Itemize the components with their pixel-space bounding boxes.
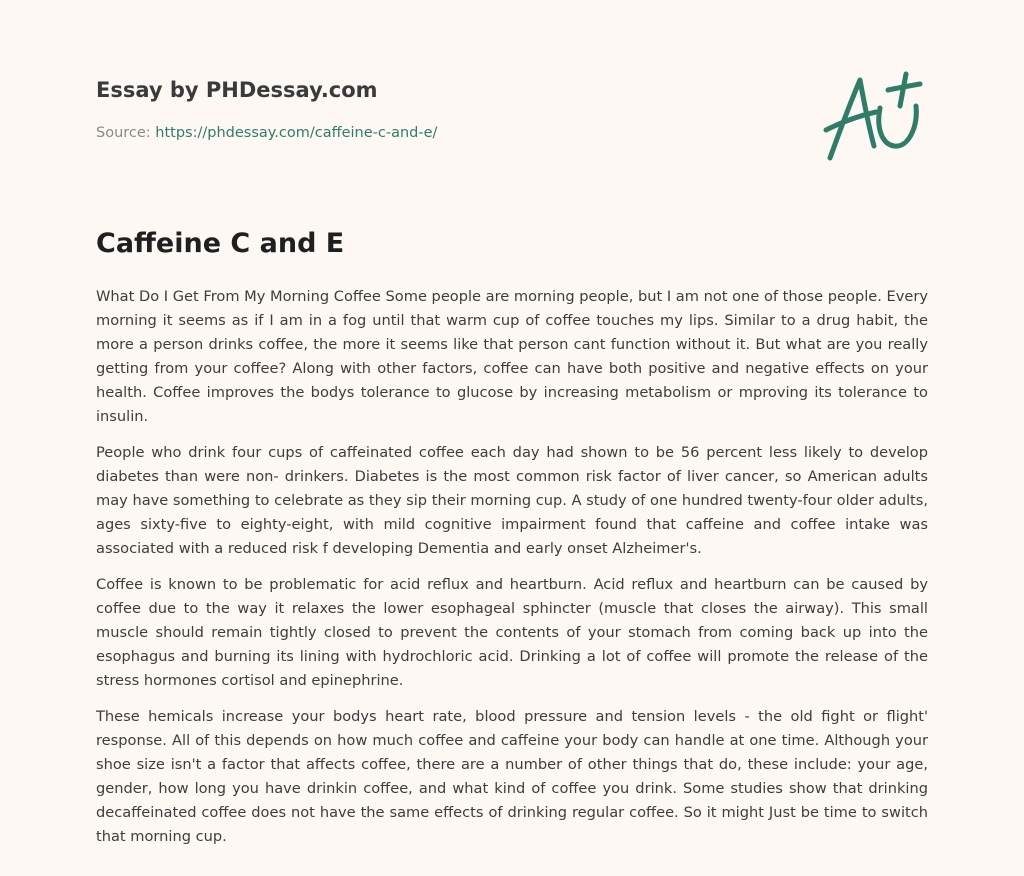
essay-body xyxy=(96,285,928,861)
essay-paragraph: What Do I Get From My Morning Coffee Some people are morning people, but I am not one of those people. Every morning it seems as if I am in a fog until that warm cup of coffee touches my lips. Similar to a drug habit, the more a person drinks coffee, the more it seems like that person cant function without it. But what are you really getting from your coffee? Along with other factors, coffee can have both positive and negative effects on your health. Coffee improves the bodys tolerance to glucose by increasing metabolism or mproving its tolerance to insulin. xyxy=(96,288,928,425)
essay-paragraph: People who drink four cups of caffeinated coffee each day had shown to be 56 percent less likely to develop diabetes than were non- drinkers. Diabetes is the most common risk factor of liver cancer, so American adults may have something to celebrate as they sip their morning cup. A study of one hundred twenty-four older adults, ages sixty-five to eighty-eight, with mild cognitive impairment found that caffeine and coffee intake was associated with a reduced risk f developing Dementia and early onset Alzheimer's. xyxy=(96,444,928,557)
source-line xyxy=(96,123,437,143)
site-title: Essay by PHDessay.com xyxy=(96,78,378,102)
essay-title: Caffeine C and E xyxy=(96,228,345,259)
source-label: Source: xyxy=(96,125,156,141)
essay-paragraph: These hemicals increase your bodys heart rate, blood pressure and tension levels - the old fight or flight' response. All of this depends on how much coffee and caffeine your body can handle at one time. Although your shoe size isn't a factor that affects coffee, there are a number of other things that do, these include: your age, gender, how long you have drinkin coffee, and what kind of coffee you drink. Some studies show that drinking decaffeinated coffee does not have the same effects of drinking regular coffee. So it might Just be time to switch that morning cup. xyxy=(96,708,928,845)
source-link[interactable]: https://phdessay.com/caffeine-c-and-e/ xyxy=(155,125,438,141)
essay-paragraph: Coffee is known to be problematic for acid reflux and heartburn. Acid reflux and heartburn can be caused by coffee due to the way it relaxes the lower esophageal sphincter (muscle that closes the airway). This small muscle should remain tightly closed to prevent the contents of your stomach from coming back up into the esophagus and burning its lining with hydrochloric acid. Drinking a lot of coffee will promote the release of the stress hormones cortisol and epinephrine. xyxy=(96,576,928,689)
a-plus-logo-icon xyxy=(820,66,928,166)
